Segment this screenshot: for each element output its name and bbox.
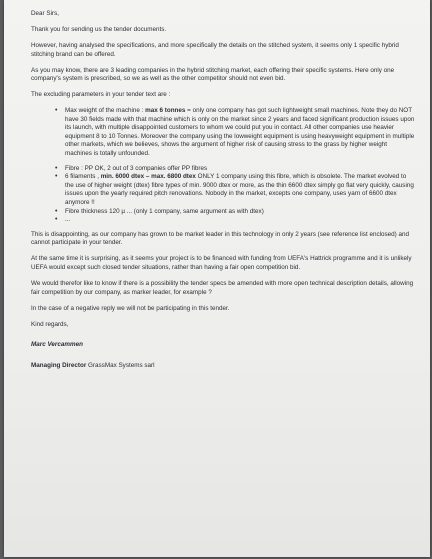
signer-name: Marc Vercammen <box>31 341 83 349</box>
machine-weight-list <box>31 107 415 159</box>
salutation: Dear Sirs, <box>31 10 59 17</box>
signer-company: GrassMax Systems sarl <box>86 361 155 369</box>
paragraph-disappointing: This is disappointing, as our company has grown to be market leader in this technology in only 2 years (see reference list enclosed) and cannot participate in your tender. <box>31 230 410 247</box>
thanks-line: Thank you for sending us the tender documents. <box>31 25 167 33</box>
list-item-ellipsis: • ... <box>65 216 415 225</box>
signer-block <box>31 362 415 371</box>
paragraph-excluding-parameters: The excluding parameters in your tender text are : <box>31 91 171 99</box>
paragraph-specifications: However, having analysed the specifications, and more specifically the details on the stitched system, it seems only 1 specific hybrid stitching brand can be offered. <box>31 41 399 58</box>
paragraph-request: We would therefor like to know if there is a possibility the tender specs be amended with more open technical description details, allowing fair competition by our company, as marker leader, for example ? <box>31 279 414 296</box>
letter-page <box>4 0 430 557</box>
list-item-filaments: • 6 filaments , min. 6000 dtex – max. 6800 dtex ONLY 1 company using this fibre, which is obsolete. The market evolved to the use of higher weight (dtex) fibre types of min. 9000 dtex or more, as the thin 6600 dtex simply go flat very quickly, causing issues upon the yearly required pitch renovations. Nobody in the market, excepts one company, uses yarn of 6600 dtex anymore !! <box>65 173 415 207</box>
paragraph-negative-reply: In the case of a negative reply we will not be participating in this tender. <box>31 304 230 312</box>
list-item-fibre-type: • Fibre : PP OK, 2 out of 3 companies offer PP fibres <box>65 165 415 174</box>
paragraph-uefa-funding: At the same time it is surprising, as it seems your project is to be financed with funding from UEFA's Hattrick programme and it is unlikely UEFA would except such closed tender situations, rather than having a fair open competition bid. <box>31 255 412 271</box>
signer-title: Managing Director <box>31 361 87 369</box>
max-weight-emphasis: max 6 tonnes <box>145 107 186 115</box>
paragraph-market: As you may know, there are 3 leading companies in the hybrid stitching market, each offering their specific systems. Here only one company's system is prescribed, so we as well as the other competitor should not even bid. <box>31 66 395 83</box>
list-item-machine-weight: • Max weight of the machine : max 6 tonnes = only one company has got such lightweight small machines. Note they do NOT have 30 fields made with that machine which is only on the market since 2 years and faced significant production issues upon its launch, with multiple disappointed customers to whom we could put you in contact. All other companies use heavier equipment 8 to 10 Tonnes. Moreover the company using the lowweight equipment is using heavyweight equipment in multiple other markets, which we believes, shows the argument of higher risk of causing stress to the grass by higher weight machines is totally unfounded. <box>65 107 415 159</box>
dtex-emphasis: min. 6000 dtex – max. 6800 dtex <box>100 173 196 181</box>
fibre-list <box>31 165 415 225</box>
closing: Kind regards, <box>31 320 69 328</box>
letter-body <box>31 10 415 378</box>
list-item-fibre-thickness: • Fibre thickness 120 µ ... (only 1 company, same argument as with dtex) <box>65 208 415 217</box>
